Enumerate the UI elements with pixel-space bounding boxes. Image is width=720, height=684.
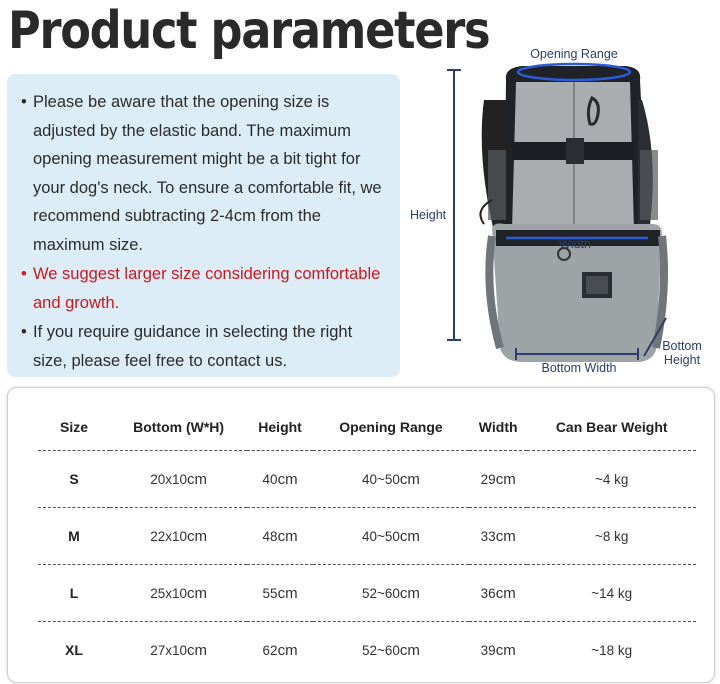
cell-opening: 40~50cm [313, 451, 469, 508]
bullet: • [21, 323, 27, 341]
cell-opening: 52~60cm [361, 641, 420, 659]
cell-height: 62cm [262, 641, 298, 659]
width-label: Width [559, 237, 591, 251]
cell-height: 40cm [247, 451, 313, 508]
cell-size: XL [65, 642, 83, 658]
header-bottom: Bottom (W*H) [110, 404, 247, 451]
cell-weight: ~4 kg [527, 451, 696, 508]
height-dimension [447, 70, 461, 340]
backpack-illustration [404, 40, 720, 382]
header-height: Height [247, 404, 313, 451]
note-text: We suggest larger size considering comfortable and growth. [33, 265, 381, 312]
note-item-contact [21, 318, 390, 375]
cell-bottom: 20x10cm [110, 451, 247, 508]
table-row [38, 508, 696, 565]
cell-bottom: 22x10cm [110, 508, 247, 565]
cell-width: 29cm [469, 451, 527, 508]
cell-opening: 52~60cm [313, 565, 469, 622]
header-size: Size [38, 404, 110, 451]
table-row [38, 622, 696, 679]
bottom-height-label-line2: Height [663, 353, 701, 367]
note-text: Please be aware that the opening size is adjusted by the elastic band. The maximum opening measurement might be a bit tight for your dog's neck. To ensure a comfortable fit, we recommend subtracting 2-4cm from the maximum size. [33, 93, 382, 254]
cell-size: M [38, 508, 110, 565]
size-table-card [7, 387, 715, 683]
page-title: Product parameters [8, 1, 490, 61]
cell-width: 39cm [480, 641, 516, 659]
note-item-size-advice [21, 260, 390, 317]
table-row [38, 565, 696, 622]
notes-panel [7, 74, 400, 377]
cell-bottom: 25x10cm [110, 565, 247, 622]
bottom-height-label-line1: Bottom [662, 339, 702, 353]
bullet: • [21, 93, 27, 111]
size-table [38, 404, 696, 678]
cell-width: 33cm [469, 508, 527, 565]
cell-opening: 40~50cm [313, 508, 469, 565]
note-text: If you require guidance in selecting the right size, please feel free to contact us. [33, 323, 353, 370]
cell-width: 36cm [469, 565, 527, 622]
header-width: Width [469, 404, 527, 451]
bullet: • [21, 265, 27, 283]
cell-weight: ~8 kg [527, 508, 696, 565]
cell-size: L [38, 565, 110, 622]
cell-height: 48cm [247, 508, 313, 565]
height-label: Height [410, 208, 447, 222]
backpack [480, 66, 664, 362]
cell-height: 55cm [247, 565, 313, 622]
note-item-opening [21, 88, 390, 259]
header-weight: Can Bear Weight [527, 404, 696, 451]
bottom-width-label: Bottom Width [541, 361, 617, 375]
table-row [38, 451, 696, 508]
product-diagram [404, 40, 720, 382]
cell-weight: ~14 kg [527, 565, 696, 622]
cell-bottom: 27x10cm [150, 641, 207, 659]
cell-size: S [38, 451, 110, 508]
cell-weight: ~18 kg [591, 642, 633, 658]
opening-range-label: Opening Range [530, 47, 618, 61]
table-header-row [38, 404, 696, 451]
header-opening-range: Opening Range [313, 404, 469, 451]
